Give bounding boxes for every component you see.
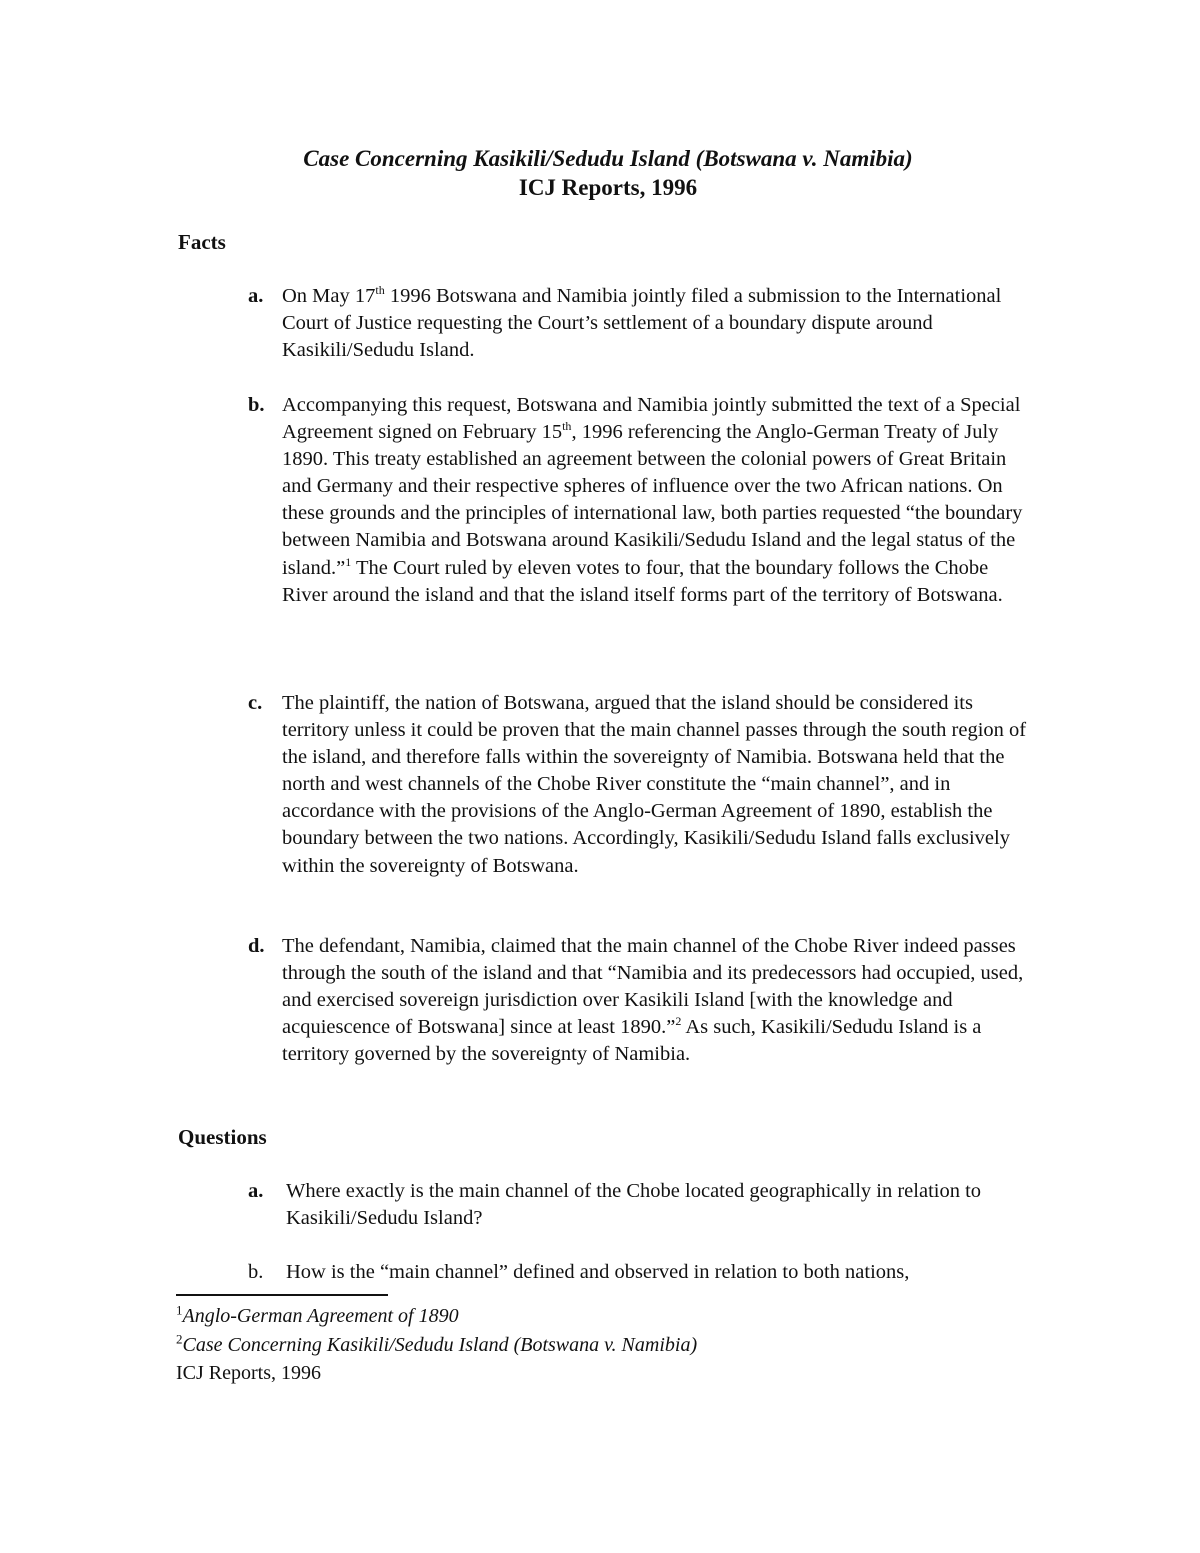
footnote-separator bbox=[176, 1294, 388, 1296]
document-subtitle: ICJ Reports, 1996 bbox=[518, 175, 698, 200]
fact-text: The defendant, Namibia, claimed that the main channel of the Chobe River indeed passes through the south of the island and that “Namibia and its predecessors had occupied, used, and exercised sovereign jurisdiction over Kasikili Island [with the knowledge and acquiescence of Botswana] since at least 1890.”$^2$ As such, Kasikili/Sedudu Island is a territory governed by the sovereignty of Namibia. bbox=[282, 935, 1024, 1066]
fact-text: Accompanying this request, Botswana and Namibia jointly submitted the text of a Special Agreement signed on February 15th, 1996 referencing the Anglo-German Treaty of July 1890. This treaty established an agreement between the colonial powers of Great Britain and Germany and their respective spheres of influence over the two African nations. On these grounds and the principles of international law, both parties requested “the boundary between Namibia and Botswana around Kasikili/Sedudu Island and the legal status of the island.”$^1$ The Court ruled by eleven votes to four, that the boundary follows the Chobe River around the island and that the island itself forms part of the territory of Botswana. bbox=[282, 394, 1023, 606]
question-item-a bbox=[248, 1178, 1048, 1232]
question-item-b bbox=[248, 1259, 1048, 1286]
footnote-number: 1 bbox=[176, 1302, 183, 1318]
list-marker: d. bbox=[248, 935, 265, 957]
fact-item-d bbox=[248, 933, 1048, 1068]
list-marker: a. bbox=[248, 285, 264, 307]
footnote-number: 2 bbox=[176, 1331, 183, 1347]
footnote-ref-1: 1 bbox=[345, 554, 352, 569]
fact-text: The plaintiff, the nation of Botswana, argued that the island should be considered its territory unless it could be proven that the main channel passes through the south region of the island, and therefore falls within the sovereignty of Namibia. Botswana held that the north and west channels of the Chobe River constitute the “main channel”, and in accordance with the provisions of the Anglo-German Agreement of 1890, establish the boundary between the two nations. Accordingly, Kasikili/Sedudu Island falls exclusively within the sovereignty of Botswana. bbox=[282, 692, 1027, 877]
fact-item-c bbox=[248, 690, 1048, 880]
footnote-2-continuation: ICJ Reports, 1996 bbox=[176, 1362, 321, 1384]
questions-heading: Questions bbox=[178, 1125, 267, 1149]
fact-item-a bbox=[248, 283, 1048, 364]
list-marker: b. bbox=[248, 1261, 264, 1283]
footnote-text: Case Concerning Kasikili/Sedudu Island (Botswana v. Namibia) bbox=[182, 1334, 698, 1356]
question-text: How is the “main channel” defined and observed in relation to both nations, bbox=[286, 1261, 910, 1283]
footnote-2 bbox=[176, 1332, 697, 1359]
list-marker: c. bbox=[248, 692, 263, 714]
footnote-1 bbox=[176, 1303, 459, 1330]
fact-item-b bbox=[248, 392, 1048, 609]
footnote-ref-2: 2 bbox=[675, 1014, 682, 1029]
list-marker: a. bbox=[248, 1180, 264, 1202]
list-marker: b. bbox=[248, 394, 265, 416]
document-title: Case Concerning Kasikili/Sedudu Island (Botswana v. Namibia) bbox=[303, 146, 913, 171]
footnote-text: Anglo-German Agreement of 1890 bbox=[182, 1305, 459, 1327]
superscript: th bbox=[562, 419, 572, 434]
superscript: th bbox=[375, 283, 385, 298]
fact-text: On May 17th 1996 Botswana and Namibia jointly filed a submission to the International Court of Justice requesting the Court’s settlement of a boundary dispute around Kasikili/Sedudu Island. bbox=[282, 283, 1002, 362]
facts-heading: Facts bbox=[178, 230, 226, 254]
question-text: Where exactly is the main channel of the Chobe located geographically in relation to Kasikili/Sedudu Island? bbox=[286, 1180, 982, 1230]
